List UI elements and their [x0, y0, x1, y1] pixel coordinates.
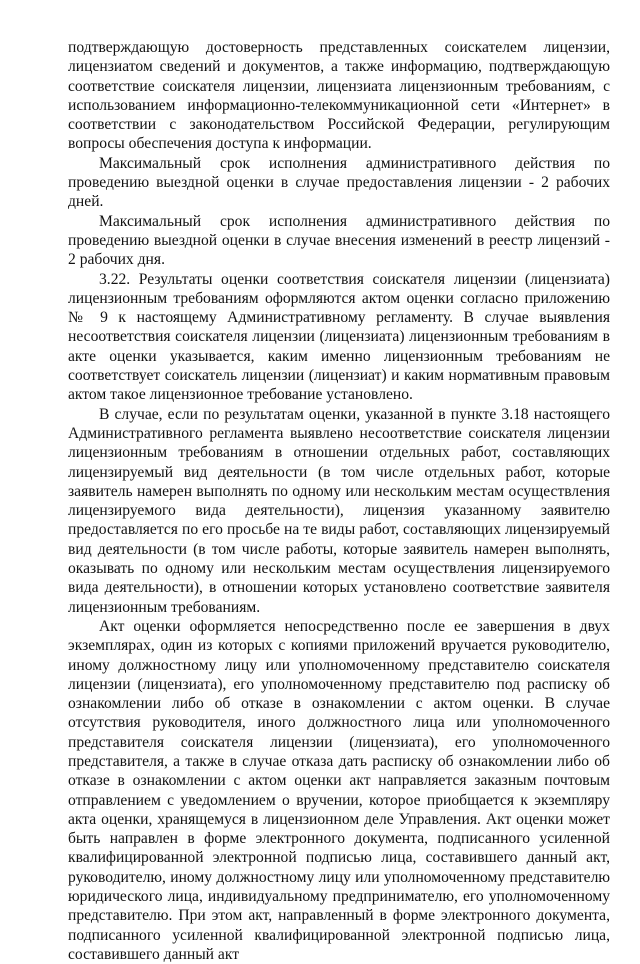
paragraph-assessment-act: Акт оценки оформляется непосредственно после ее завершения в двух экземплярах, один из которых с копиями приложений вручается руководителю, иному должностному лицу или уполномоченному представителю соискателя лицензии (лицензиата), его уполномоченному представителю под расписку об ознакомлении либо об отказе в ознакомлении с актом оценки. В случае отсутствия руководителя, иного должностного лица или уполномоченного представителя соискателя лицензии (лицензиата), его уполномоченного представителя, а также в случае отказа дать расписку об ознакомлении либо об отказе в ознакомлении с актом оценки акт направляется заказным почтовым отправлением с уведомлением о вручении, которое приобщается к экземпляру акта оценки, хранящемуся в лицензионном деле Управления. Акт оценки может быть направлен в форме электронного документа, подписанного усиленной квалифицированной электронной подписью лица, составившего данный акт, руководителю, иному должностному лицу или уполномоченному представителю юридического лица, индивидуальному предпринимателю, его уполномоченному представителю. При этом акт, направленный в форме электронного документа, подписанного усиленной квалифицированной электронной подписью лица, составившего данный акт — [68, 617, 610, 963]
paragraph-continuation: подтверждающую достоверность представленных соискателем лицензии, лицензиатом сведений и документов, а также информацию, подтверждающую соответствие соискателя лицензии, лицензиата лицензионным требованиям, с использованием информационно-телекоммуникационной сети «Интернет» в соответствии с законодательством Российской Федерации, регулирующим вопросы обеспечения доступа к информации. — [68, 39, 610, 153]
paragraph-3-22: 3.22. Результаты оценки соответствия соискателя лицензии (лицензиата) лицензионным требованиям оформляются актом оценки согласно приложению № 9 к настоящему Административному регламенту. В случае выявления несоответствия соискателя лицензии (лицензиата) лицензионным требованиям в акте оценки указывается, каким именно лицензионным требованиям не соответствует соискатель лицензии (лицензиат) и каким нормативным правовым актом такое лицензионное требование установлено. — [68, 270, 610, 404]
paragraph-partial-compliance: В случае, если по результатам оценки, указанной в пункте 3.18 настоящего Административного регламента выявлено несоответствие соискателя лицензии лицензионным требованиям в отношении отдельных работ, составляющих лицензируемый вид деятельности (в том числе отдельных работ, которые заявитель намерен выполнять по одному или нескольким местам осуществления лицензируемого вида деятельности), лицензия указанному заявителю предоставляется по его просьбе на те виды работ, составляющих лицензируемый вид деятельности (в том числе работы, которые заявитель намерен выполнять, оказывать по одному или нескольким местам осуществления лицензируемого вида деятельности), в отношении которых установлено соответствие заявителя лицензионным требованиям. — [68, 405, 610, 616]
paragraph-max-term-license: Максимальный срок исполнения административного действия по проведению выездной оценки в случае предоставления лицензии - 2 рабочих дней. — [68, 154, 610, 211]
paragraph-max-term-registry: Максимальный срок исполнения административного действия по проведению выездной оценки в случае внесения изменений в реестр лицензий - 2 рабочих дня. — [68, 212, 610, 269]
